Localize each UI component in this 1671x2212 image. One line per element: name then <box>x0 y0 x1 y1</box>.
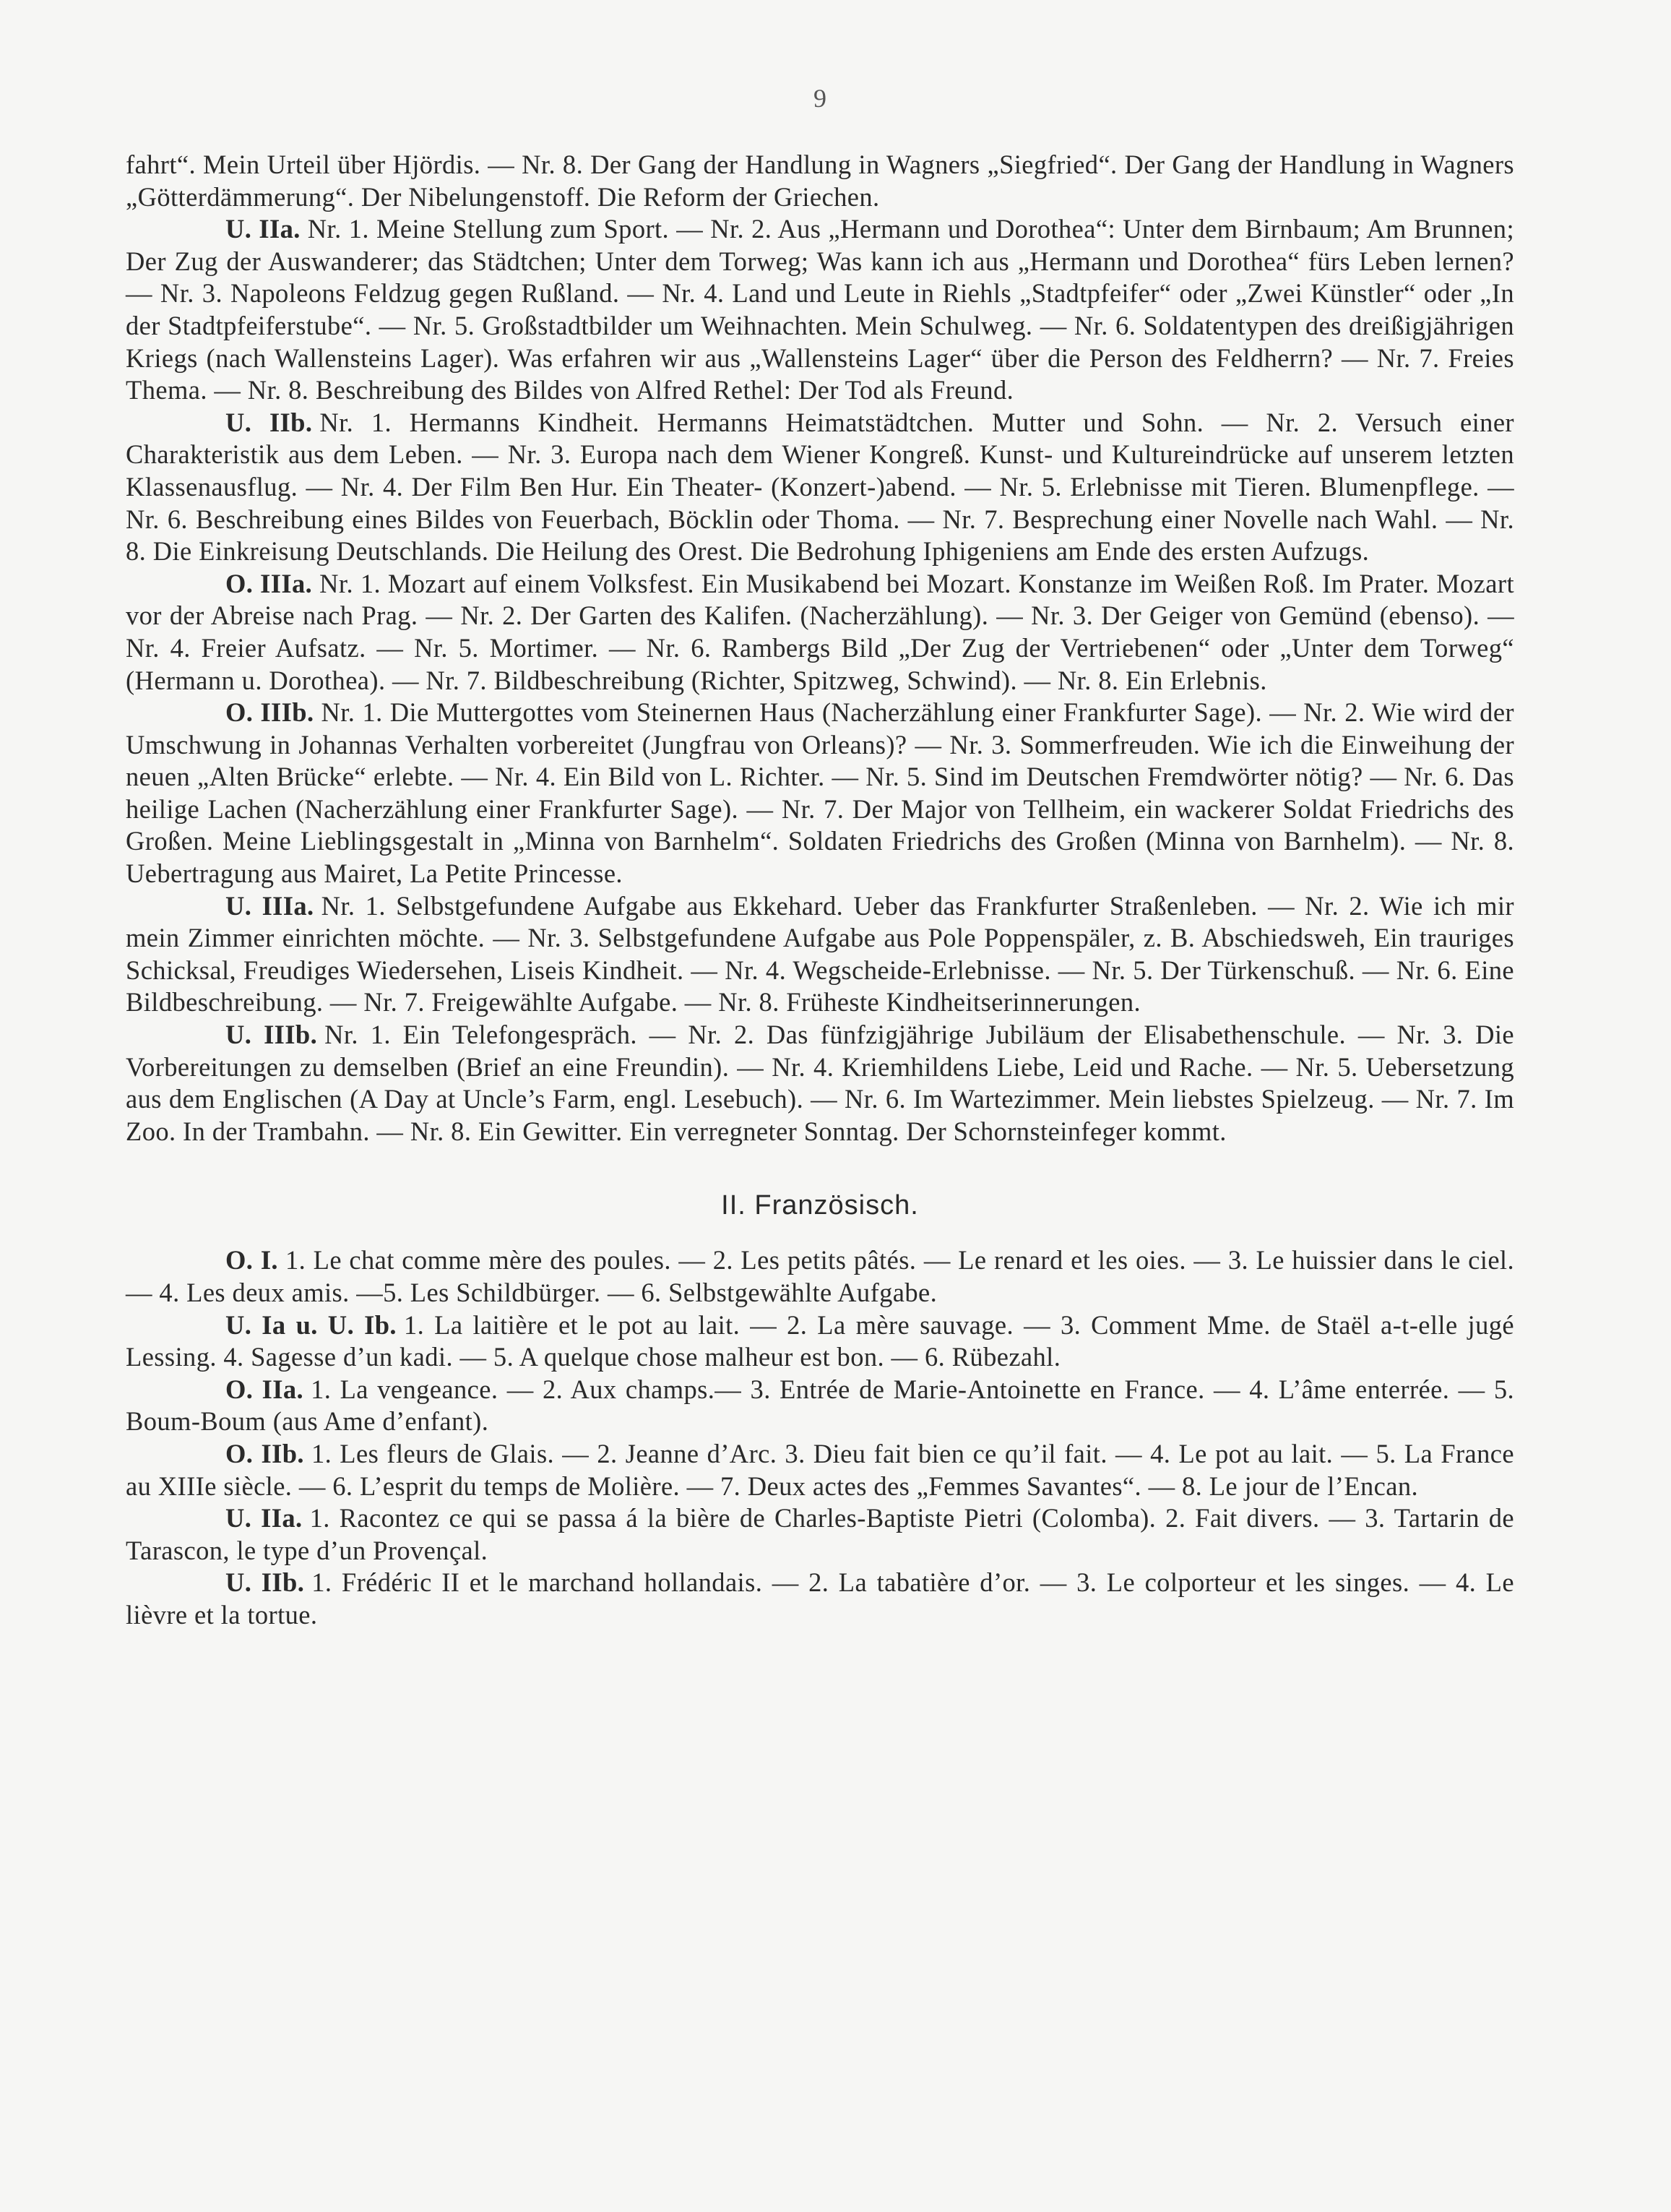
french-entry-u-ia-u-ib <box>126 1309 1514 1374</box>
french-entry-o-iib <box>126 1438 1514 1502</box>
german-entry-o-iiib <box>126 697 1514 890</box>
entry-text: 1. La laitière et le pot au lait. — 2. La mère sauvage. — 3. Comment Mme. de Staël a-t-elle jugé Lessing. 4. Sagesse d’un kadi. — 5. A quelque chose malheur est bon. — 6. Rübezahl. <box>126 1309 1515 1372</box>
entry-text: Nr. 1. Die Muttergottes vom Steinernen Haus (Nacherzählung einer Frankfurter Sage). — Nr. 2. Wie wird der Umschwung in Johannas Verhalten vorbereitet (Jungfrau von Orleans)? — Nr. 3. Sommerfreuden. Wie ich die Einweihung der neuen „Alten Brücke“ erlebte. — Nr. 4. Ein Bild von L. Richter. — Nr. 5. Sind im Deutschen Fremdwörter nötig? — Nr. 6. Das heilige Lachen (Nacherzählung einer Frankfurter Sage). — Nr. 7. Der Major von Tellheim, ein wackerer Soldat Friedrichs des Großen. Meine Lieblingsgestalt in „Minna von Barnhelm“. Soldaten Friedrichs des Großen (Minna von Barnhelm). — Nr. 8. Uebertragung aus Mairet, La Petite Princesse. <box>126 697 1514 889</box>
class-label: U. IIa. <box>225 214 301 244</box>
class-label: U. IIIa. <box>225 890 314 921</box>
section-heading-french: II. Französisch. <box>721 1190 919 1221</box>
entry-text: 1. Racontez ce qui se passa á la bière de Charles-Baptiste Pietri (Colomba). 2. Fait divers. — 3. Tartarin de Tarascon, le type d’un Provençal. <box>126 1503 1514 1565</box>
class-label: U. IIb. <box>225 407 313 437</box>
german-entry-u-iiia <box>126 890 1514 1019</box>
entry-text: Nr. 1. Mozart auf einem Volksfest. Ein Musikabend bei Mozart. Konstanze im Weißen Roß. Im Prater. Mozart vor der Abreise nach Prag. — Nr. 2. Der Garten des Kalifen. (Nacherzählung). — Nr. 3. Der Geiger von Gemünd (ebenso). — Nr. 4. Freier Aufsatz. — Nr. 5. Mortimer. — Nr. 6. Rambergs Bild „Der Zug der Vertriebenen“ oder „Unter dem Torweg“ (Hermann u. Dorothea). — Nr. 7. Bildbeschreibung (Richter, Spitzweg, Schwind). — Nr. 8. Ein Erlebnis. <box>126 568 1514 695</box>
german-continuation-paragraph: fahrt“. Mein Urteil über Hjördis. — Nr. 8. Der Gang der Handlung in Wagners „Siegfried“. Der Gang der Handlung in Wagners „Götterdämmerung“. Der Nibelungenstoff. Die Reform der Griechen. <box>126 150 1514 212</box>
french-entry-o-i <box>126 1244 1514 1309</box>
entry-text: Nr. 1. Meine Stellung zum Sport. — Nr. 2. Aus „Hermann und Dorothea“: Unter dem Birnbaum; Am Brunnen; Der Zug der Auswanderer; das Städtchen; Unter dem Torweg; Was kann ich aus „Hermann und Dorothea“ fürs Leben lernen? — Nr. 3. Napoleons Feldzug gegen Rußland. — Nr. 4. Land und Leute in Riehls „Stadtpfeifer“ oder „Zwei Künstler“ oder „In der Stadtpfeiferstube“. — Nr. 5. Großstadtbilder um Weihnachten. Mein Schulweg. — Nr. 6. Soldatentypen des dreißigjährigen Kriegs (nach Wallensteins Lager). Was erfahren wir aus „Wallensteins Lager“ über die Person des Feldherrn? — Nr. 7. Freies Thema. — Nr. 8. Beschreibung des Bildes von Alfred Rethel: Der Tod als Freund. <box>126 214 1514 405</box>
page-number: 9 <box>813 84 826 113</box>
entry-text: 1. La vengeance. — 2. Aux champs.— 3. Entrée de Marie-Antoinette en France. — 4. L’âme enterrée. — 5. Boum-Boum (aus Ame d’enfant). <box>126 1374 1514 1437</box>
entry-text: Nr. 1. Hermanns Kindheit. Hermanns Heimatstädtchen. Mutter und Sohn. — Nr. 2. Versuch einer Charakteristik aus dem Leben. — Nr. 3. Europa nach dem Wiener Kongreß. Kunst- und Kultureindrücke auf unserem letzten Klassenausflug. — Nr. 4. Der Film Ben Hur. Ein Theater- (Konzert-)abend. — Nr. 5. Erlebnisse mit Tieren. Blumenpflege. — Nr. 6. Beschreibung eines Bildes von Feuerbach, Böcklin oder Thoma. — Nr. 7. Besprechung einer Novelle nach Wahl. — Nr. 8. Die Einkreisung Deutschlands. Die Heilung des Orest. Die Bedrohung Iphigeniens am Ende des ersten Aufzugs. <box>126 407 1514 567</box>
class-label: U. IIa. <box>225 1503 303 1533</box>
entry-text: 1. Frédéric II et le marchand hollandais. — 2. La tabatière d’or. — 3. Le colporteur et les singes. — 4. Le lièvre et la tortue. <box>126 1567 1514 1630</box>
class-label: U. Ia u. U. Ib. <box>225 1309 397 1340</box>
german-entry-u-iib <box>126 407 1514 568</box>
class-label: U. IIb. <box>225 1567 305 1598</box>
class-label: O. IIIb. <box>225 697 314 728</box>
class-label: O. IIb. <box>225 1438 304 1468</box>
german-entry-u-iia <box>126 213 1514 407</box>
entry-text: 1. Les fleurs de Glais. — 2. Jeanne d’Arc. 3. Dieu fait bien ce qu’il fait. — 4. Le pot au lait. — 5. La France au XIIIe siècle. — 6. L’esprit du temps de Molière. — 7. Deux actes des „Femmes Savantes“. — 8. Le jour de l’Encan. <box>126 1438 1514 1501</box>
class-label: O. IIa. <box>225 1374 304 1404</box>
french-entry-o-iia <box>126 1374 1514 1438</box>
entry-text: Nr. 1. Selbstgefundene Aufgabe aus Ekkehard. Ueber das Frankfurter Straßenleben. — Nr. 2. Wie ich mir mein Zimmer einrichten möchte. — Nr. 3. Selbstgefundene Aufgabe aus Pole Poppenspäler, z. B. Abschiedsweh, Ein trauriges Schicksal, Freudiges Wiedersehen, Liseis Kindheit. — Nr. 4. Wegscheide-Erlebnisse. — Nr. 5. Der Türkenschuß. — Nr. 6. Eine Bildbeschreibung. — Nr. 7. Freigewählte Aufgabe. — Nr. 8. Früheste Kindheitserinnerungen. <box>126 890 1514 1017</box>
german-entry-u-iiib <box>126 1019 1514 1148</box>
entry-text: Nr. 1. Ein Telefongespräch. — Nr. 2. Das fünfzigjährige Jubiläum der Elisabethenschule. — Nr. 3. Die Vorbereitungen zu demselben (Brief an eine Freundin). — Nr. 4. Kriemhildens Liebe, Leid und Rache. — Nr. 5. Uebersetzung aus dem Englischen (A Day at Uncle’s Farm, engl. Lesebuch). — Nr. 6. Im Wartezimmer. Mein liebstes Spielzeug. — Nr. 7. Im Zoo. In der Trambahn. — Nr. 8. Ein Gewitter. Ein verregneter Sonntag. Der Schornsteinfeger kommt. <box>126 1020 1514 1146</box>
french-entry-u-iib <box>126 1567 1514 1631</box>
class-label: O. IIIa. <box>225 568 313 598</box>
class-label: U. IIIb. <box>225 1020 318 1050</box>
french-entry-u-iia <box>126 1502 1514 1567</box>
german-entry-o-iiia <box>126 568 1514 697</box>
document-page <box>126 81 1514 1632</box>
entry-text: 1. Le chat comme mère des poules. — 2. Les petits pâtés. — Le renard et les oies. — 3. Le huissier dans le ciel. — 4. Les deux amis. —5. Les Schildbürger. — 6. Selbstgewählte Aufgabe. <box>126 1245 1514 1307</box>
class-label: O. I. <box>225 1245 278 1275</box>
